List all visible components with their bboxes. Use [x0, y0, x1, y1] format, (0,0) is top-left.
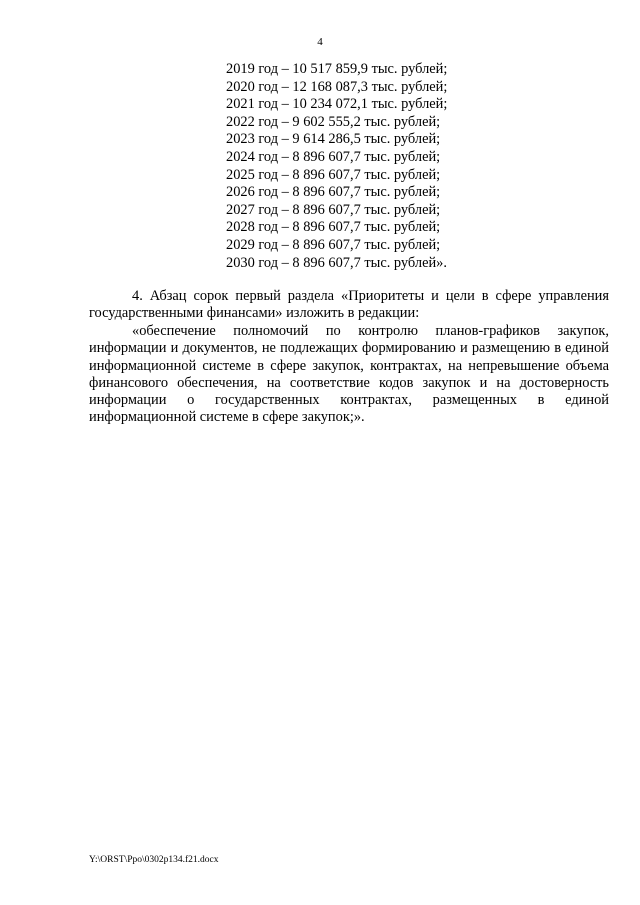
footer-file-path: Y:\ORST\Ppo\0302p134.f21.docx [89, 855, 219, 865]
amendment-paragraph: 4. Абзац сорок первый раздела «Приоритеты и цели в сфере управления государственными финансами» изложить в редакции: [89, 288, 609, 322]
budget-line-2025: 2025 год – 8 896 607,7 тыс. рублей; [226, 166, 441, 183]
budget-by-year-list [226, 61, 447, 272]
page-number: 4 [317, 36, 323, 48]
budget-line-2020: 2020 год – 12 168 087,3 тыс. рублей; [226, 78, 448, 95]
budget-line-2019: 2019 год – 10 517 859,9 тыс. рублей; [226, 61, 448, 77]
quoted-section [89, 323, 609, 427]
budget-line-2028: 2028 год – 8 896 607,7 тыс. рублей; [226, 219, 441, 236]
budget-line-2027: 2027 год – 8 896 607,7 тыс. рублей; [226, 201, 441, 218]
budget-line-2029: 2029 год – 8 896 607,7 тыс. рублей; [226, 236, 441, 253]
budget-line-2022: 2022 год – 9 602 555,2 тыс. рублей; [226, 113, 441, 130]
budget-line-2030: 2030 год – 8 896 607,7 тыс. рублей». [226, 254, 447, 271]
quoted-paragraph: «обеспечение полномочий по контролю планов-графиков закупок, информации и документов, не подлежащих формированию и размещению в единой информационной системе в сфере закупок, контрактах, на непревышение объема финансового обеспечения, на соответствие кодов закупок и на достоверность информации о государственных контрактах, размещенных в единой информационной системе в сфере закупок;». [89, 323, 609, 426]
budget-line-2026: 2026 год – 8 896 607,7 тыс. рублей; [226, 184, 441, 201]
budget-line-2021: 2021 год – 10 234 072,1 тыс. рублей; [226, 96, 448, 113]
budget-line-2023: 2023 год – 9 614 286,5 тыс. рублей; [226, 131, 441, 148]
amendment-section [89, 288, 609, 323]
budget-line-2024: 2024 год – 8 896 607,7 тыс. рублей; [226, 148, 441, 165]
